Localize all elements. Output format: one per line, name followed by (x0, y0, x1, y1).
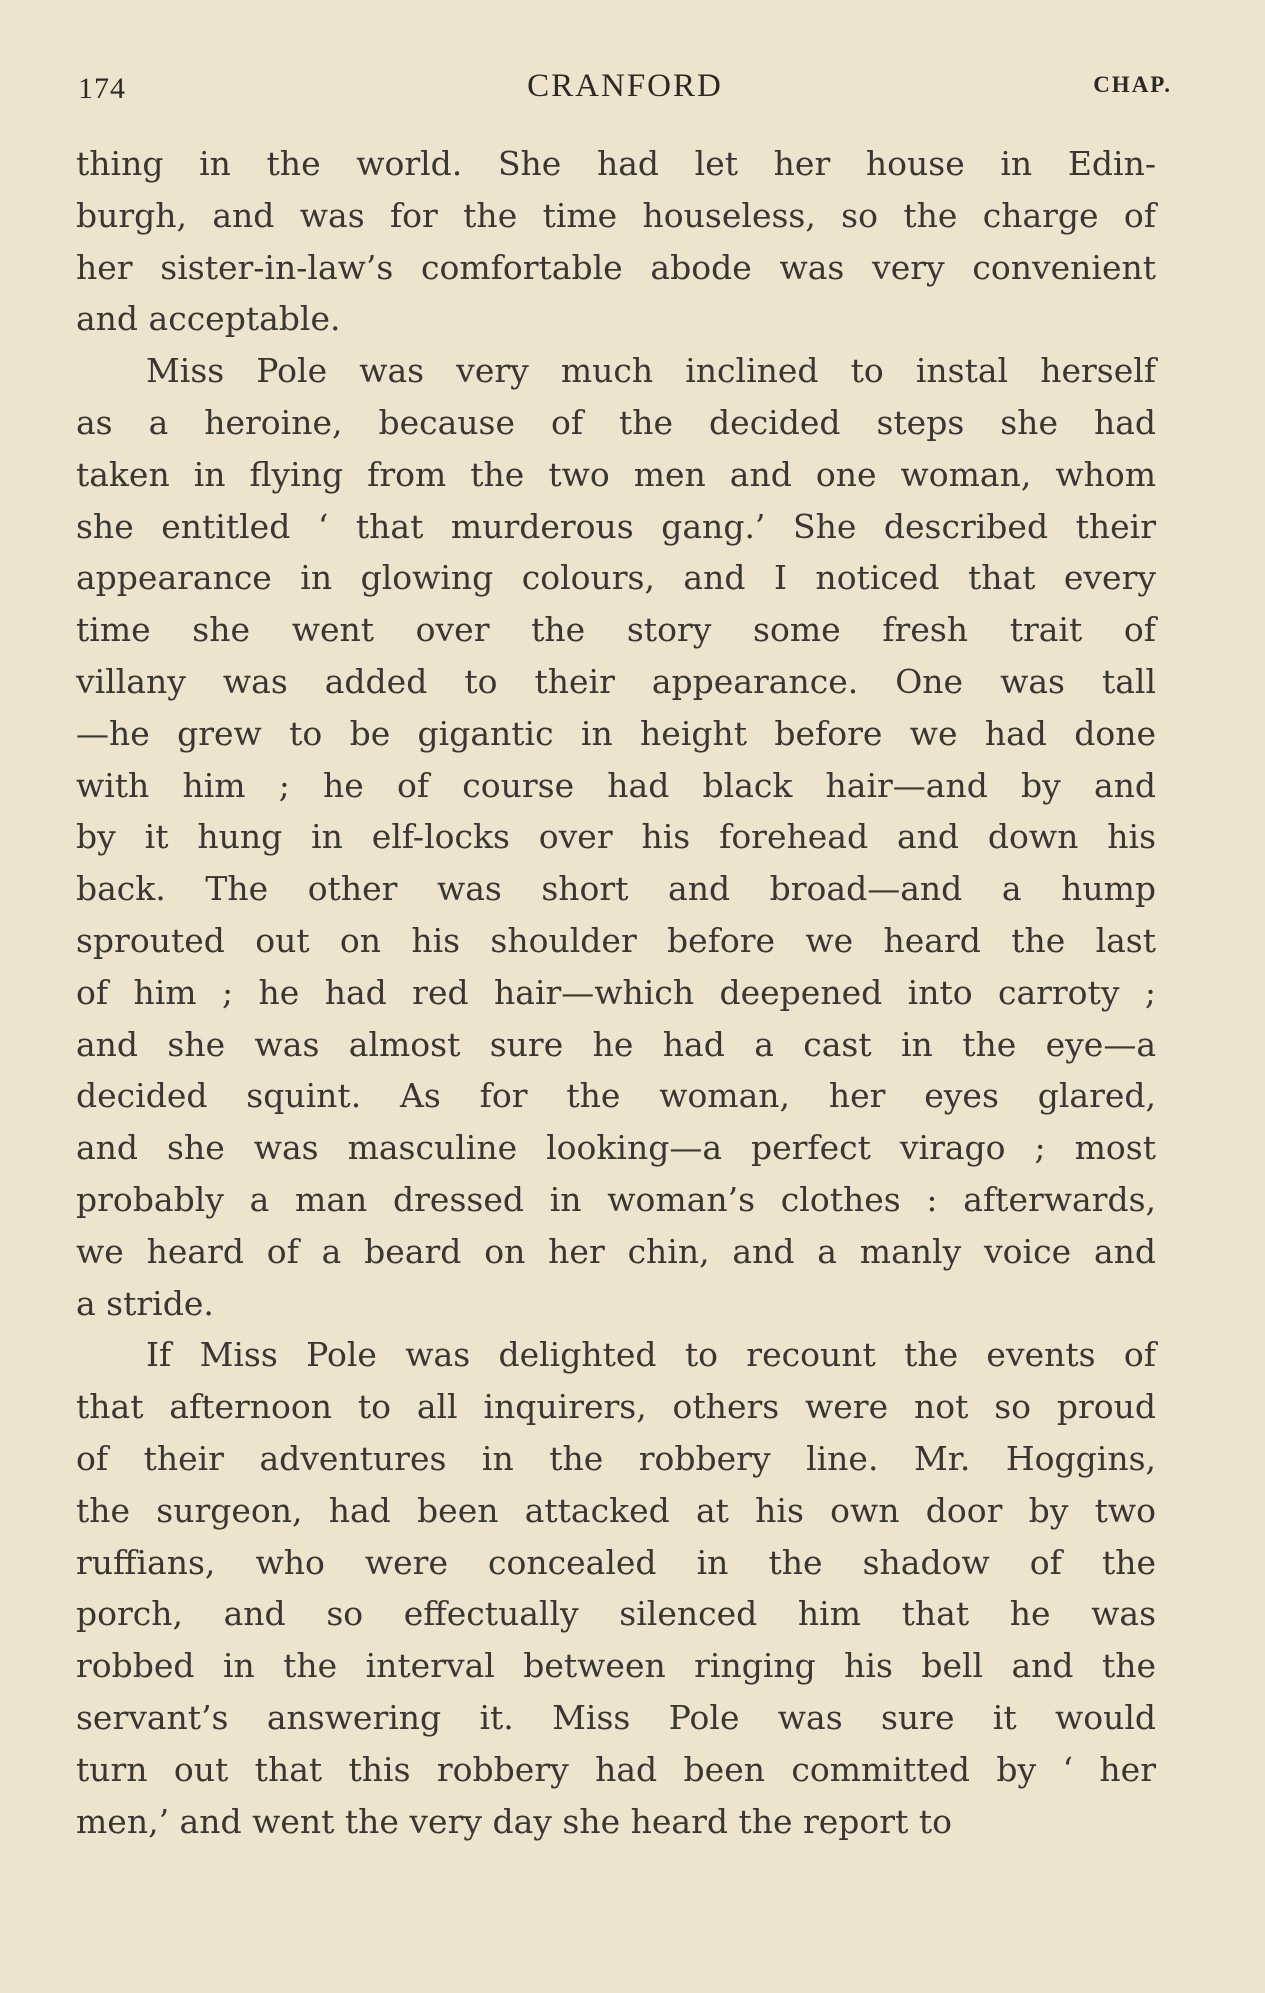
text-line: porch, and so effectually silenced him that he was (76, 1594, 1156, 1634)
text-line: men,’ and went the very day she heard the report to (76, 1801, 952, 1841)
text-line: thing in the world. She had let her house in Edin- (76, 144, 1156, 183)
paragraph (76, 138, 1156, 345)
text-line: time she went over the story some fresh trait of (76, 610, 1156, 650)
text-line: Miss Pole was very much inclined to instal herself (146, 351, 1156, 391)
text-line: as a heroine, because of the decided steps she had (76, 402, 1156, 442)
text-line: taken in flying from the two men and one woman, whom (76, 454, 1156, 494)
text-line: by it hung in elf-locks over his forehead and down his (76, 817, 1156, 857)
text-line: and acceptable. (76, 299, 341, 339)
text-line: probably a man dressed in woman’s clothes : afterwards, (76, 1179, 1156, 1219)
paragraph (76, 345, 1156, 1329)
text-line: ruffians, who were concealed in the shadow of the (76, 1542, 1156, 1582)
text-line: the surgeon, had been attacked at his own door by two (76, 1490, 1156, 1530)
text-line: burgh, and was for the time houseless, so the charge of (76, 195, 1156, 235)
page-number: 174 (78, 72, 126, 105)
paragraph (76, 1329, 1156, 1847)
text-line: If Miss Pole was delighted to recount the events of (146, 1335, 1156, 1375)
text-line: back. The other was short and broad—and a hump (76, 869, 1156, 909)
text-line: robbed in the interval between ringing his bell and the (76, 1646, 1156, 1686)
text-line: with him ; he of course had black hair—and by and (76, 765, 1156, 805)
text-line: her sister-in-law’s comfortable abode was very convenient (76, 247, 1156, 287)
text-line: and she was almost sure he had a cast in the eye—a (76, 1024, 1156, 1064)
text-line: turn out that this robbery had been committed by ‘ her (76, 1749, 1156, 1789)
text-line: decided squint. As for the woman, her eyes glared, (76, 1076, 1156, 1116)
running-header (78, 68, 1172, 112)
text-line: servant’s answering it. Miss Pole was sure it would (76, 1697, 1156, 1737)
text-line: a stride. (76, 1283, 214, 1323)
text-line: she entitled ‘ that murderous gang.’ She described their (76, 506, 1156, 546)
text-line: of their adventures in the robbery line. Mr. Hoggins, (76, 1438, 1156, 1478)
text-line: appearance in glowing colours, and I noticed that every (76, 558, 1156, 598)
text-line: —he grew to be gigantic in height before we had done (76, 713, 1156, 753)
running-title: CRANFORD (527, 68, 723, 104)
text-line: and she was masculine looking—a perfect virago ; most (76, 1128, 1156, 1168)
text-line: we heard of a beard on her chin, and a manly voice and (76, 1231, 1156, 1271)
text-line: that afternoon to all inquirers, others were not so proud (76, 1387, 1156, 1427)
body-text (76, 138, 1156, 1847)
text-line: of him ; he had red hair—which deepened into carroty ; (76, 972, 1156, 1012)
chapter-label: CHAP. (1093, 72, 1172, 97)
text-line: villany was added to their appearance. One was tall (76, 661, 1156, 701)
text-line: sprouted out on his shoulder before we heard the last (76, 920, 1156, 960)
